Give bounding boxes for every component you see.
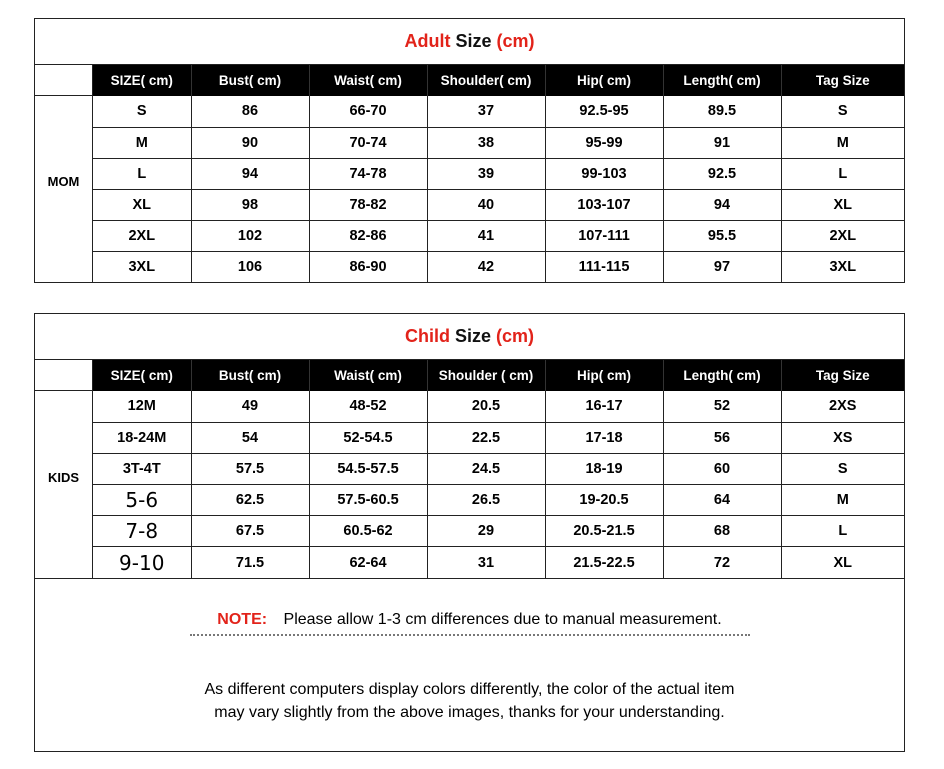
- table-cell: 106: [191, 251, 309, 282]
- disclaimer: [35, 678, 904, 724]
- table-row: [93, 220, 904, 251]
- adult-column-header: Hip( cm): [545, 65, 663, 96]
- table-cell: XL: [93, 189, 191, 220]
- table-cell: M: [781, 484, 904, 515]
- note-text: Please allow 1-3 cm differences due to manual measurement.: [283, 611, 722, 628]
- table-row: [93, 391, 904, 422]
- table-cell: 5-6: [93, 484, 191, 515]
- table-cell: 95.5: [663, 220, 781, 251]
- table-cell: 16-17: [545, 391, 663, 422]
- note-line: [35, 611, 904, 629]
- table-cell: 82-86: [309, 220, 427, 251]
- adult-column-header: Shoulder( cm): [427, 65, 545, 96]
- table-cell: 62-64: [309, 547, 427, 578]
- table-cell: 22.5: [427, 422, 545, 453]
- table-cell: S: [93, 96, 191, 127]
- table-cell: 107-111: [545, 220, 663, 251]
- table-cell: 57.5: [191, 453, 309, 484]
- table-cell: 48-52: [309, 391, 427, 422]
- child-column-header: SIZE( cm): [93, 360, 191, 391]
- table-cell: 97: [663, 251, 781, 282]
- table-row: [93, 516, 904, 547]
- child-size-panel: [34, 313, 905, 579]
- adult-grid: [35, 65, 904, 282]
- child-size-title: [35, 314, 904, 360]
- table-cell: L: [93, 158, 191, 189]
- child-title-unit: (cm): [491, 326, 535, 346]
- table-cell: 72: [663, 547, 781, 578]
- table-cell: 74-78: [309, 158, 427, 189]
- table-cell: 95-99: [545, 127, 663, 158]
- table-row: [93, 422, 904, 453]
- child-column-header: Shoulder ( cm): [427, 360, 545, 391]
- table-cell: 29: [427, 516, 545, 547]
- table-cell: 49: [191, 391, 309, 422]
- disclaimer-line-1: As different computers display colors differently, the color of the actual item: [204, 681, 735, 698]
- child-header-blank: [35, 360, 92, 391]
- table-cell: 38: [427, 127, 545, 158]
- table-cell: 3T-4T: [93, 453, 191, 484]
- table-cell: 90: [191, 127, 309, 158]
- table-cell: 99-103: [545, 158, 663, 189]
- child-column-header: Length( cm): [663, 360, 781, 391]
- table-cell: 20.5: [427, 391, 545, 422]
- table-cell: XS: [781, 422, 904, 453]
- child-column-header: Waist( cm): [309, 360, 427, 391]
- table-cell: 68: [663, 516, 781, 547]
- table-cell: S: [781, 453, 904, 484]
- table-cell: 24.5: [427, 453, 545, 484]
- adult-table-body: [93, 96, 904, 282]
- table-cell: 91: [663, 127, 781, 158]
- adult-title-red: Adult: [404, 31, 451, 51]
- table-cell: 41: [427, 220, 545, 251]
- table-cell: 3XL: [829, 258, 857, 275]
- note-panel: [34, 578, 905, 752]
- table-cell: 57.5-60.5: [309, 484, 427, 515]
- adult-size-table: [93, 65, 904, 282]
- table-cell: 37: [427, 96, 545, 127]
- child-group-label: KIDS: [47, 470, 80, 485]
- table-row: [93, 127, 904, 158]
- table-row: [93, 251, 904, 282]
- table-cell: 103-107: [545, 189, 663, 220]
- table-cell: 92.5: [663, 158, 781, 189]
- table-cell: 64: [663, 484, 781, 515]
- table-cell: 42: [427, 251, 545, 282]
- table-cell: 60: [663, 453, 781, 484]
- child-column-header: Bust( cm): [191, 360, 309, 391]
- child-header-row: [93, 360, 904, 391]
- adult-column-header: Tag Size: [781, 65, 904, 96]
- table-row: [93, 96, 904, 127]
- table-cell: 86: [191, 96, 309, 127]
- adult-header-blank: [35, 65, 92, 96]
- child-group-column: [35, 360, 93, 578]
- table-cell: M: [781, 127, 904, 158]
- adult-group-label: MOM: [47, 174, 80, 189]
- table-cell: 40: [427, 189, 545, 220]
- table-cell: 62.5: [191, 484, 309, 515]
- table-cell: 102: [191, 220, 309, 251]
- adult-column-header: SIZE( cm): [93, 65, 191, 96]
- table-cell: 56: [663, 422, 781, 453]
- table-row: [93, 158, 904, 189]
- table-cell: 20.5-21.5: [545, 516, 663, 547]
- table-row: [93, 547, 904, 578]
- table-cell: 17-18: [545, 422, 663, 453]
- table-row: [93, 484, 904, 515]
- table-cell: 52-54.5: [309, 422, 427, 453]
- table-cell: 19-20.5: [545, 484, 663, 515]
- table-cell: 3XL: [93, 251, 191, 282]
- note-colon: :: [261, 611, 268, 628]
- child-column-header: Hip( cm): [545, 360, 663, 391]
- child-column-header: Tag Size: [781, 360, 904, 391]
- table-cell: 94: [663, 189, 781, 220]
- adult-column-header: Length( cm): [663, 65, 781, 96]
- table-cell: 86-90: [309, 251, 427, 282]
- adult-column-header: Bust( cm): [191, 65, 309, 96]
- table-cell: 78-82: [309, 189, 427, 220]
- adult-title-unit: (cm): [491, 31, 535, 51]
- table-cell: 31: [427, 547, 545, 578]
- adult-size-title: [35, 19, 904, 65]
- table-cell: 66-70: [309, 96, 427, 127]
- table-cell: 7-8: [93, 516, 191, 547]
- table-cell: 54: [191, 422, 309, 453]
- table-cell: 39: [427, 158, 545, 189]
- table-cell: 71.5: [191, 547, 309, 578]
- table-cell: 21.5-22.5: [545, 547, 663, 578]
- table-cell: 52: [663, 391, 781, 422]
- table-cell: M: [93, 127, 191, 158]
- child-title-black: Size: [449, 326, 491, 346]
- cropped-text-line: [35, 634, 904, 640]
- adult-header-row: [93, 65, 904, 96]
- table-cell: 18-19: [545, 453, 663, 484]
- table-cell: 2XL: [781, 220, 904, 251]
- table-cell: 98: [191, 189, 309, 220]
- table-cell: 18-24M: [93, 422, 191, 453]
- table-cell: 67.5: [191, 516, 309, 547]
- table-cell: 2XL: [93, 220, 191, 251]
- table-cell: XL: [781, 189, 904, 220]
- adult-title-black: Size: [450, 31, 492, 51]
- table-cell: 92.5-95: [545, 96, 663, 127]
- adult-group-column: [35, 65, 93, 282]
- table-cell: XL: [833, 554, 853, 571]
- table-cell: 111-115: [545, 251, 663, 282]
- table-cell: 12M: [93, 391, 191, 422]
- table-cell: L: [781, 158, 904, 189]
- note-label: NOTE: [217, 611, 262, 628]
- table-cell: 94: [191, 158, 309, 189]
- table-row: [93, 189, 904, 220]
- child-table-body: [93, 391, 904, 578]
- table-cell: L: [781, 516, 904, 547]
- table-cell: S: [781, 96, 904, 127]
- table-cell: 70-74: [309, 127, 427, 158]
- child-size-table: [93, 360, 904, 578]
- table-cell: 9-10: [93, 547, 191, 578]
- table-cell: 2XS: [781, 391, 904, 422]
- adult-size-panel: [34, 18, 905, 283]
- table-cell: 54.5-57.5: [309, 453, 427, 484]
- table-cell: 89.5: [663, 96, 781, 127]
- disclaimer-line-2: may vary slightly from the above images, thanks for your understanding.: [214, 704, 725, 721]
- child-title-red: Child: [404, 326, 450, 346]
- child-grid: [35, 360, 904, 578]
- table-cell: 60.5-62: [309, 516, 427, 547]
- table-cell: 26.5: [427, 484, 545, 515]
- table-row: [93, 453, 904, 484]
- adult-column-header: Waist( cm): [309, 65, 427, 96]
